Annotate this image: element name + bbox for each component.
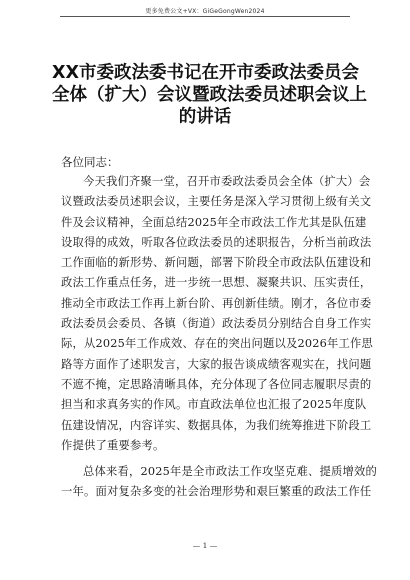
paragraph-line: 今天我们齐聚一堂，召开市委政法委员会全体（扩大）会 [83, 175, 371, 188]
header-divider [60, 16, 350, 17]
paragraph-line: 担当和求真务实的作风。市直政法单位也汇报了2025年度队 [61, 398, 367, 412]
page-number: — 1 — [192, 541, 218, 550]
paragraph-line: 工作面临的新形势、新问题，部署下阶段全市政法队伍建设和 [61, 256, 372, 270]
document-title [52, 62, 367, 128]
title-line: XX市委政法委书记在开市委政法委员会 [52, 63, 359, 83]
title-line: 的讲话 [178, 107, 232, 127]
paragraph-line: 推动全市政法工作再上新台阶、再创新佳绩。刚才，各位市委 [61, 296, 372, 310]
paragraph-line: 政法工作重点任务，进一步统一思想、凝聚共识、压实责任， [61, 276, 372, 290]
paragraph-line: 议暨政法委员述职会议，主要任务是深入学习贯彻上级有关文 [61, 195, 372, 209]
paragraph-line: 政法委员会委员、各镇（街道）政法委员分别结合自身工作实 [61, 317, 372, 331]
paragraph-line: 一年。面对复杂多变的社会治理形势和艰巨繁重的政法工作任 [61, 485, 372, 499]
paragraph-line: 不遮不掩，定思路清晰具体，充分体现了各位同志履职尽责的 [61, 377, 372, 391]
paragraph-line: 路等方面作了述职发言，大家的报告谈成绩客观实在，找问题 [61, 357, 372, 371]
title-line: 全体（扩大）会议暨政法委员述职会议上 [52, 85, 367, 105]
paragraph-line: 伍建设情况，内容详实、数据具体，为我们统筹推进下阶段工 [61, 418, 372, 432]
salutation: 各位同志： [61, 155, 119, 169]
paragraph-line: 总体来看，2025年是全市政法工作攻坚克难、提质增效的 [83, 465, 377, 479]
page-header: 更多免费公文+VX：GiGeGongWen2024 [145, 8, 265, 15]
paragraph-line: 作提供了重要参考。 [61, 438, 165, 452]
document-body [61, 172, 377, 503]
paragraph-line: 际，从2025年工作成效、存在的突出问题以及2026年工作思 [61, 337, 374, 351]
paragraph-line: 设取得的成效，听取各位政法委员的述职报告，分析当前政法 [61, 235, 372, 249]
paragraph-line: 件及会议精神，全面总结2025年全市政法工作尤其是队伍建 [61, 215, 367, 229]
